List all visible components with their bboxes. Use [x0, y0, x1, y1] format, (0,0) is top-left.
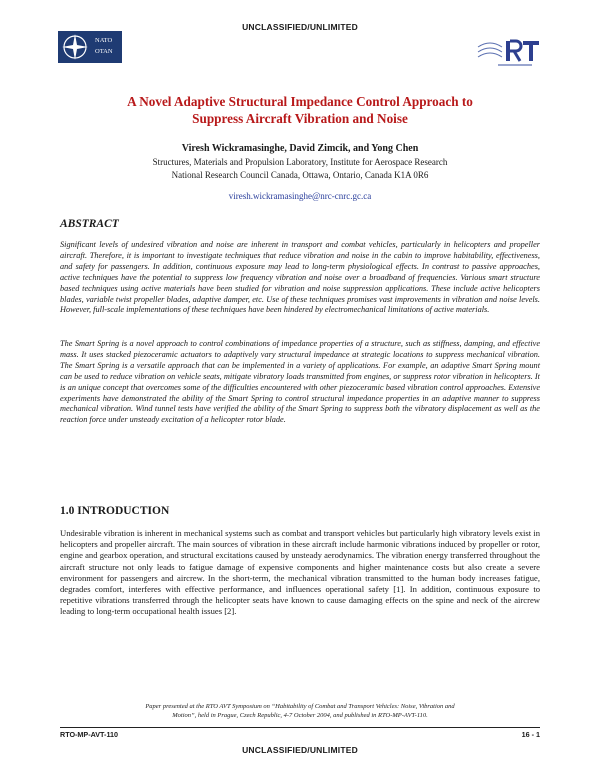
nato-logo-text: NATO OTAN — [95, 37, 113, 55]
footnote-line-1: Paper presented at the RTO AVT Symposium on “Habitability of Combat and Transport Vehicles: Noise, Vibration and — [145, 703, 455, 710]
introduction-heading: 1.0 INTRODUCTION — [60, 505, 170, 517]
classification-footer: UNCLASSIFIED/UNLIMITED — [242, 745, 358, 755]
abstract-paragraph-1: Significant levels of undesired vibration and noise are inherent in transport and combat vehicles, particularly in helicopters and propeller aircraft. Therefore, it is important to investigate techniques that reduce vibration and noise in the cabin to improve habitability, effectiveness, and safety for passengers. In addition, continuous exposure may lead to long-term physiological effects. In contrast to passive approaches, active techniques have the potential to suppress low frequency vibration and noise over a broadband of frequencies. Various smart structure based techniques using active materials have been studied for vibration and noise suppression applications. These include active helicopters blades, variable twist propeller blades, adaptive damper, etc. Use of these techniques promises vast improvements in vibration and noise levels. However, full-scale implementations of these techniques have been hindered by electromechanical limitations of active materials. — [60, 240, 540, 315]
footnote-line-2: Motion”, held in Prague, Czech Republic, 4-7 October 2004, and published in RTO-MP-AVT-110. — [172, 712, 428, 719]
paper-title-line-2: Suppress Aircraft Vibration and Noise — [192, 111, 408, 126]
introduction-paragraph-1: Undesirable vibration is inherent in mechanical systems such as combat and transport vehicles but particularly high vibratory levels exist in helicopters and propeller aircraft. The main sources of vibration in these aircraft include harmonic vibrations induced by propeller or rotor, engine and gearbox operation, and structural excitations caused by unsteady aerodynamics. The vibration energy transferred throughout the aircraft structure not only leads to fatigue damage of expensive components and higher maintenance costs but also create a severe environment for passengers and aircrew. In the short-term, the mechanical vibration transmitted to the human body increases fatigue, degrades comfort, interferes with effective performance, and influences operational safety [1]. In addition, continuous exposure to repetitive vibrations transferred through the helicopter seats have known to cause damaging effects on the spine and neck of the aircrew leading to long-term occupational health issues [2]. — [60, 528, 540, 617]
footer-divider — [60, 727, 540, 728]
affiliation-line-1: Structures, Materials and Propulsion Laboratory, Institute for Aerospace Research — [152, 157, 448, 167]
abstract-heading: ABSTRACT — [60, 218, 119, 230]
footer-page-number: 16 - 1 — [521, 730, 540, 739]
authors: Viresh Wickramasinghe, David Zimcik, and Yong Chen — [181, 143, 419, 154]
nato-otan-logo — [58, 31, 122, 63]
nato-compass-icon — [58, 31, 92, 63]
affiliation-line-2: National Research Council Canada, Ottawa, Ontario, Canada K1A 0R6 — [171, 170, 429, 180]
rto-emblem-icon — [476, 35, 542, 69]
author-email-link[interactable]: viresh.wickramasinghe@nrc-cnrc.gc.ca — [228, 191, 372, 201]
paper-title — [60, 93, 540, 127]
presentation-footnote — [110, 702, 490, 720]
rto-logo — [476, 35, 542, 69]
classification-header: UNCLASSIFIED/UNLIMITED — [242, 22, 358, 32]
footer-report-number: RTO-MP-AVT-110 — [60, 730, 119, 739]
paper-title-line-1: A Novel Adaptive Structural Impedance Control Approach to — [127, 94, 473, 109]
abstract-paragraph-2: The Smart Spring is a novel approach to control combinations of impedance properties of a structure, such as stiffness, damping, and effective mass. It uses stacked piezoceramic actuators to adaptively vary structural impedance at strategic locations to suppress mechanical vibration. The Smart Spring is a versatile approach that can be implemented in a variety of applications. For example, an adaptive Smart Spring mount can be used to reduce vibration on vehicle seats, mitigate vibratory loads transmitted from engines, or suppress rotor vibration in helicopters. It is an unique concept that overcomes some of the difficulties encountered with other piezoceramic based vibration control approaches. Extensive experiments have demonstrated the ability of the Smart Spring to control structural impedance properties in an adaptive manner to suppress mechanical vibration. Wind tunnel tests have verified the ability of the Smart Spring to suppress both the vibratory displacement as well as the reaction force under unsteady excitation of a helicopter rotor blade. — [60, 339, 540, 425]
